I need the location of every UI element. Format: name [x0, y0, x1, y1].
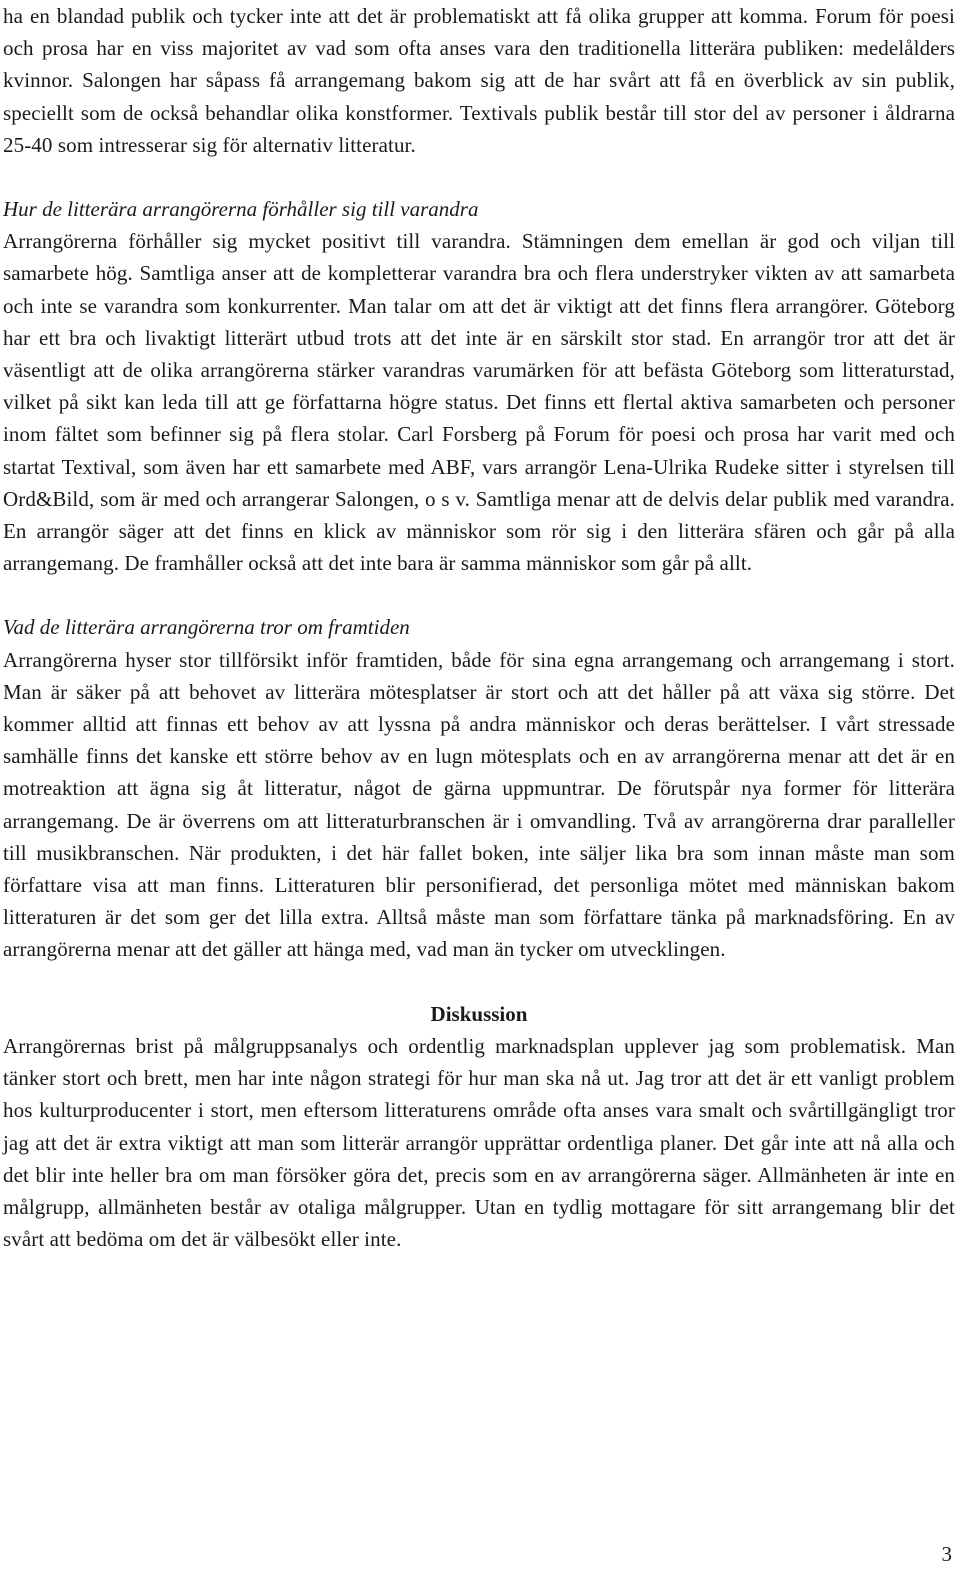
section-heading-relations: Hur de litterära arrangörerna förhåller sig till varandra: [3, 197, 479, 222]
spacer: [3, 161, 955, 193]
section-heading-future: Vad de litterära arrangörerna tror om framtiden: [3, 615, 410, 640]
spacer: [3, 579, 955, 611]
discussion-body: Arrangörernas brist på målgruppsanalys och ordentlig marknadsplan upplever jag som problematisk. Man tänker stort och brett, men har inte någon strategi för hur man ska nå ut. Jag tror att det är ett vanligt problem hos kulturproducenter i stort, men eftersom litteraturens område ofta anses vara smalt och svårtillgängligt tror jag att det är extra viktigt att man som litterär arrangör upprättar ordentliga planer. Det går inte att nå alla och det blir inte heller bra om man försöker göra det, precis som en av arrangörerna säger. Allmänheten är inte en målgrupp, allmänheten består av otaliga målgrupper. Utan en tydlig mottagare för sitt arrangemang blir det svårt att bedöma om det är välbesökt eller inte.: [3, 1033, 955, 1252]
spacer: [3, 966, 955, 998]
section-body-future: Arrangörerna hyser stor tillförsikt inför framtiden, både för sina egna arrangemang och arrangemang i stort. Man är säker på att behovet av litterära mötesplatser är stort och att det håller på att växa sig större. Det kommer alltid att finnas ett behov av att lyssna på andra människor och deras berättelser. I vårt stressade samhälle finns det kanske ett större behov av en lugn mötesplats och en av arrangörerna menar att det är en motreaktion att ägna sig åt litteratur, något de gärna uppmuntrar. De förutspår nya former för litterära arrangemang. De är överrens om att litteraturbranschen är i omvandling. Två av arrangörerna drar paralleller till musikbranschen. När produkten, i det här fallet boken, inte säljer lika bra som innan måste man som författare visa att man finns. Litteraturen blir personifierad, det personliga mötet med människan bakom litteraturen är det som ger det lilla extra. Alltså måste man som författare tänka på marknadsföring. En av arrangörerna menar att det gäller att hänga med, vad man än tycker om utvecklingen.: [3, 647, 955, 962]
document-page: [3, 0, 955, 1255]
discussion-title: Diskussion: [430, 1001, 528, 1026]
section-body-relations: Arrangörerna förhåller sig mycket positivt till varandra. Stämningen dem emellan är god och viljan till samarbete hög. Samtliga anser att de kompletterar varandra bra och flera understryker vikten av att samarbeta och inte se varandra som konkurrenter. Man talar om att det är viktigt att det finns flera arrangörer. Göteborg har ett bra och livaktigt litterärt utbud trots att det inte är en särskilt stor stad. En arrangör tror att det är väsentligt att de olika arrangörerna stärker varandras varumärken för att befästa Göteborg som litteraturstad, vilket på sikt kan leda till att ge författarna högre status. Det finns ett flertal aktiva samarbeten och personer inom fältet som befinner sig på flera stolar. Carl Forsberg på Forum för poesi och prosa har varit med och startat Textival, som även har ett samarbete med ABF, vars arrangör Lena-Ulrika Rudeke sitter i styrelsen till Ord&Bild, som är med och arrangerar Salongen, o s v. Samtliga menar att de delvis delar publik med varandra. En arrangör säger att det finns en klick av människor som rör sig i den litterära sfären och går på alla arrangemang. De framhåller också att det inte bara är samma människor som går på allt.: [3, 229, 955, 576]
intro-paragraph: ha en blandad publik och tycker inte att det är problematiskt att få olika grupper att komma. Forum för poesi och prosa har en viss majoritet av vad som ofta anses vara den traditionella litterära publiken: medelålders kvinnor. Salongen har såpass få arrangemang bakom sig att de har svårt att få en överblick av sin publik, speciellt som de också behandlar olika konstformer. Textivals publik består till stor del av personer i åldrarna 25-40 som intresserar sig för alternativ litteratur.: [3, 4, 955, 157]
page-number: 3: [941, 1542, 952, 1566]
